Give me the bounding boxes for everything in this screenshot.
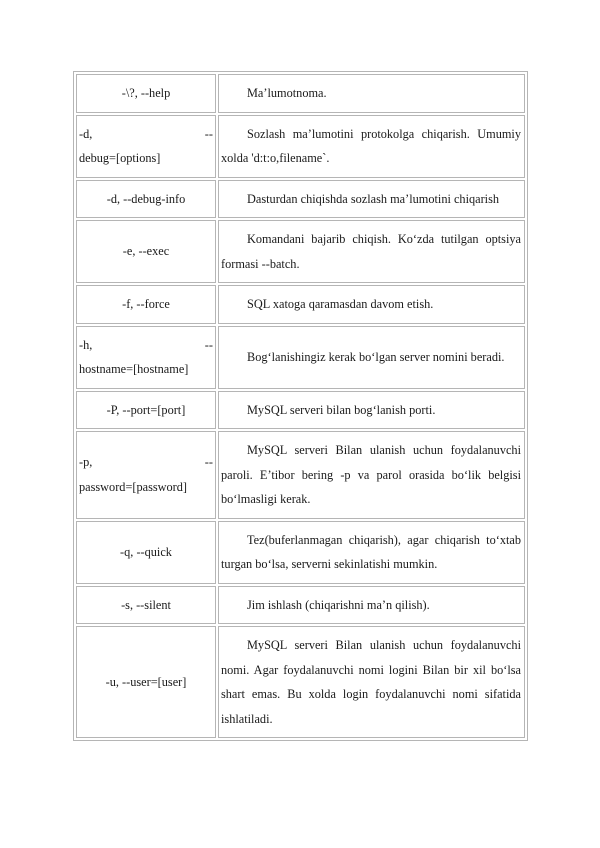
table-row	[76, 285, 525, 324]
description-cell	[218, 220, 525, 283]
table-row	[76, 220, 525, 283]
options-table	[73, 71, 528, 741]
description-text: MySQL serveri Bilan ulanish uchun foydalanuvchi paroli. E’tibor bering -p va parol orasida bo‘lik belgisi bo‘lmasligi kerak.	[221, 443, 521, 506]
description-text: SQL xatoga qaramasdan davom etish.	[247, 297, 434, 311]
option-text: -d, --	[79, 126, 213, 141]
table-row	[76, 521, 525, 584]
option-text-continued: password=[password]	[79, 479, 188, 494]
option-text: -p, --	[79, 455, 213, 470]
table-row	[76, 626, 525, 738]
option-cell	[76, 285, 216, 324]
option-text: -u, --user=[user]	[105, 674, 187, 689]
description-text: MySQL serveri Bilan ulanish uchun foydalanuvchi nomi. Agar foydalanuvchi nomi logini Bilan bir xil bo‘lsa shart emas. Bu xolda login foydalanuvchi nomi sifatida ishlatiladi.	[221, 638, 521, 726]
description-text: Sozlash ma’lumotini protokolga chiqarish. Umumiy xolda 'd:t:o,filename`.	[221, 126, 521, 165]
description-cell	[218, 521, 525, 584]
description-text: Ma’lumotnoma.	[247, 86, 327, 100]
table-row	[76, 180, 525, 219]
option-text: -s, --silent	[121, 597, 171, 612]
table-row	[76, 391, 525, 430]
description-text: Jim ishlash (chiqarishni ma’n qilish).	[247, 597, 430, 612]
table-row	[76, 74, 525, 113]
description-text: MySQL serveri bilan bog‘lanish porti.	[247, 402, 436, 417]
description-text: Bog‘lanishingiz kerak bo‘lgan server nomini beradi.	[247, 349, 505, 364]
option-text: -e, --exec	[122, 244, 170, 259]
option-cell	[76, 391, 216, 430]
table-row	[76, 431, 525, 519]
description-cell	[218, 74, 525, 113]
table-row	[76, 586, 525, 625]
option-cell	[76, 74, 216, 113]
description-text: Tez(buferlanmagan chiqarish), agar chiqarish to‘xtab turgan bo‘lsa, serverni sekinlatishi mumkin.	[221, 532, 521, 571]
option-text: -P, --port=[port]	[106, 402, 186, 417]
option-text: -d, --debug-info	[106, 191, 186, 206]
description-cell	[218, 431, 525, 519]
table-row	[76, 326, 525, 389]
option-cell	[76, 180, 216, 219]
option-text: -h, --	[79, 337, 213, 352]
description-cell	[218, 326, 525, 389]
description-cell	[218, 180, 525, 219]
description-text: Dasturdan chiqishda sozlash ma’lumotini chiqarish	[247, 191, 500, 206]
description-cell	[218, 115, 525, 178]
description-text: Komandani bajarib chiqish. Ko‘zda tutilgan optsiya formasi --batch.	[221, 232, 521, 271]
description-cell	[218, 586, 525, 625]
option-text: -q, --quick	[120, 544, 172, 559]
option-cell	[76, 326, 216, 389]
description-cell	[218, 626, 525, 738]
option-cell	[76, 521, 216, 584]
table-row	[76, 115, 525, 178]
option-cell	[76, 626, 216, 738]
description-cell	[218, 391, 525, 430]
option-text: -f, --force	[122, 297, 170, 311]
option-cell	[76, 431, 216, 519]
option-cell	[76, 220, 216, 283]
description-cell	[218, 285, 525, 324]
option-cell	[76, 586, 216, 625]
option-cell	[76, 115, 216, 178]
option-text-continued: hostname=[hostname]	[79, 362, 189, 376]
option-text-continued: debug=[options]	[79, 151, 161, 165]
option-text: -\?, --help	[121, 86, 171, 100]
